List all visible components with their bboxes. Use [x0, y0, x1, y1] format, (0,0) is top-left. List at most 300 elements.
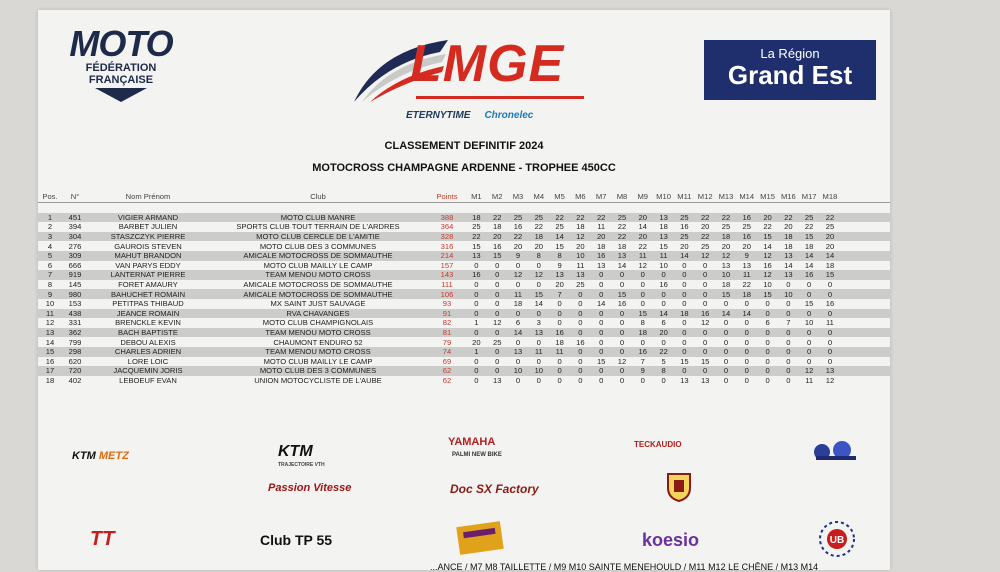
cell-m8: 0 [619, 347, 625, 357]
cell-pos: 5 [47, 251, 53, 261]
cell-m6: 12 [576, 232, 585, 242]
cell-m6: 20 [576, 241, 585, 251]
cell-m12: 0 [703, 366, 708, 376]
cell-number: 438 [68, 308, 82, 318]
cell-m12: 13 [700, 375, 710, 385]
cell-m16: 14 [784, 260, 793, 270]
cell-club: TEAM MENOU MOTO CROSS [265, 347, 371, 357]
region-grand-est-logo [704, 40, 876, 100]
ktm-metz-logo-a: KTM [72, 450, 96, 462]
cell-m4: 0 [536, 308, 541, 318]
cell-m3: 12 [513, 270, 523, 280]
cell-m13: 0 [723, 347, 729, 357]
cell-m17: 18 [804, 241, 814, 251]
cell-m9: 20 [638, 212, 647, 222]
region-logo-line1: La Région [760, 46, 820, 61]
cell-m5: 7 [557, 289, 562, 299]
cell-number: 304 [68, 232, 82, 242]
cell-m17: 0 [807, 328, 812, 338]
cell-m14: 16 [742, 232, 751, 242]
cell-club: MOTO CLUB DES 3 COMMUNES [259, 366, 377, 376]
cell-m12: 0 [703, 289, 708, 299]
cell-m7: 0 [599, 337, 604, 347]
cell-m5: 9 [557, 260, 562, 270]
ktm-subtitle: TRAJECTOIRE VTH [278, 462, 325, 468]
ub-star-logo-icon [818, 520, 856, 558]
cell-m3: 25 [513, 212, 523, 222]
cell-m13: 10 [721, 270, 731, 280]
cell-m18: 0 [827, 356, 833, 366]
cell-m9: 11 [638, 251, 647, 261]
cell-m17: 10 [804, 318, 814, 328]
cell-points: 62 [442, 375, 452, 385]
doc-sx-factory-logo: Doc SX Factory [450, 482, 539, 496]
cell-m1: 15 [472, 241, 481, 251]
cell-m1: 0 [474, 260, 479, 270]
cell-m2: 18 [492, 222, 502, 232]
cell-m1: 0 [474, 375, 479, 385]
cell-m9: 14 [638, 222, 647, 232]
document-subtitle: MOTOCROSS CHAMPAGNE ARDENNE - TROPHEE 450CC [312, 162, 616, 174]
cell-m10: 0 [661, 337, 666, 347]
cell-m9: 22 [638, 241, 647, 251]
cell-m16: 18 [784, 232, 793, 242]
header-name: Nom Prénom [125, 192, 171, 201]
cell-m3: 18 [513, 299, 523, 309]
cell-m6: 0 [578, 289, 583, 299]
cell-m16: 13 [784, 251, 793, 261]
cell-number: 799 [68, 337, 82, 347]
ffm-logo-federation: FÉDÉRATION [85, 62, 157, 74]
header-m17: M17 [801, 192, 817, 201]
cell-number: 331 [68, 318, 82, 328]
cell-m6: 0 [578, 318, 583, 328]
cell-name: VIGIER ARMAND [117, 212, 179, 222]
cell-m7: 0 [599, 289, 604, 299]
cell-m6: 18 [576, 222, 585, 232]
cell-m12: 0 [703, 270, 708, 280]
club-tp-55-logo: Club TP 55 [260, 532, 333, 548]
cell-m2: 15 [492, 251, 502, 261]
cell-m13: 15 [721, 289, 731, 299]
cell-m7: 0 [599, 270, 604, 280]
cell-club: RVA CHAVANGES [286, 308, 350, 318]
cell-m6: 11 [576, 260, 585, 270]
cell-m14: 0 [744, 299, 749, 309]
cell-m1: 0 [474, 299, 479, 309]
yamaha-logo: YAMAHA [448, 436, 496, 448]
cell-pos: 4 [47, 241, 53, 251]
cell-pos: 1 [47, 212, 53, 222]
footer-venues: ...ANCE / M7 M8 TAILLETTE / M9 M10 SAINTE MENEHOULD / M11 M12 LE CHÊNE / M13 M14 [430, 562, 819, 572]
cell-m9: 16 [638, 347, 647, 357]
cell-m9: 0 [640, 299, 645, 309]
cell-m11: 0 [682, 328, 687, 338]
cell-m9: 18 [638, 328, 647, 338]
cell-m13: 0 [723, 375, 729, 385]
cell-m18: 20 [825, 232, 835, 242]
cell-m2: 0 [495, 270, 500, 280]
cell-m8: 16 [617, 299, 627, 309]
cell-m15: 14 [763, 241, 772, 251]
cell-number: 720 [68, 366, 82, 376]
lmge-logo-text: LMGE [410, 35, 565, 93]
cell-m11: 18 [680, 308, 689, 318]
cell-m10: 0 [661, 289, 666, 299]
cell-m13: 0 [723, 337, 729, 347]
motorcycle-logo-icon [810, 438, 860, 462]
cell-m3: 0 [515, 280, 521, 290]
cell-m11: 0 [682, 289, 687, 299]
cell-name: FORET AMAURY [118, 280, 178, 290]
table-row [38, 232, 890, 242]
cell-m2: 0 [495, 308, 500, 318]
cell-m18: 13 [825, 366, 835, 376]
cell-points: 91 [442, 308, 452, 318]
cell-m9: 0 [640, 280, 645, 290]
cell-m15: 0 [765, 328, 770, 338]
cell-m17: 0 [807, 347, 812, 357]
cell-m5: 16 [555, 328, 564, 338]
cell-m6: 0 [578, 375, 583, 385]
cell-m8: 25 [617, 212, 627, 222]
cell-m8: 0 [619, 318, 625, 328]
cell-m6: 0 [578, 347, 583, 357]
cell-m12: 0 [703, 347, 708, 357]
cell-m7: 0 [599, 318, 604, 328]
cell-m10: 6 [661, 318, 666, 328]
cell-m16: 0 [786, 337, 791, 347]
cell-m18: 0 [827, 337, 833, 347]
cell-m15: 6 [765, 318, 770, 328]
cell-m2: 12 [492, 318, 502, 328]
cell-m18: 20 [825, 241, 835, 251]
cell-m11: 0 [682, 270, 687, 280]
cell-m13: 0 [723, 318, 729, 328]
cell-m17: 14 [804, 260, 814, 270]
cell-points: 388 [440, 212, 454, 222]
cell-m8: 0 [619, 308, 625, 318]
cell-m2: 25 [492, 337, 502, 347]
mx-master-kids-logo-icon [454, 518, 506, 558]
cell-m3: 10 [513, 366, 523, 376]
header-pos: Pos. [42, 192, 58, 201]
cell-m10: 20 [659, 328, 668, 338]
cell-m3: 0 [515, 356, 521, 366]
cell-m17: 0 [807, 356, 812, 366]
table-row [38, 347, 890, 357]
cell-m14: 0 [744, 356, 749, 366]
cell-m10: 18 [659, 222, 668, 232]
document-title: CLASSEMENT DEFINITIF 2024 [384, 140, 544, 152]
region-logo-line2: Grand Est [727, 60, 853, 90]
cell-m18: 12 [825, 375, 835, 385]
cell-m7: 16 [596, 251, 606, 261]
cell-m12: 22 [700, 232, 710, 242]
cell-club: MOTO CLUB CHAMPIGNOLAIS [262, 318, 374, 328]
cell-m13: 0 [723, 299, 729, 309]
header-m16: M16 [780, 192, 796, 201]
cell-m8: 0 [619, 270, 625, 280]
cell-m1: 0 [474, 328, 479, 338]
ffm-logo-francaise: FRANÇAISE [88, 74, 154, 86]
cell-name: STASZCZYK PIERRE [110, 232, 186, 242]
club-shield-logo-icon [666, 472, 692, 502]
header-m5: M5 [554, 192, 565, 201]
cell-m7: 0 [599, 328, 604, 338]
cell-m15: 0 [765, 308, 770, 318]
cell-m8: 0 [619, 280, 625, 290]
cell-m16: 0 [786, 375, 791, 385]
cell-m6: 10 [576, 251, 585, 261]
cell-m4: 8 [536, 251, 541, 261]
header-m11: M11 [677, 192, 692, 201]
cell-m18: 18 [825, 260, 835, 270]
cell-m13: 12 [721, 251, 731, 261]
cell-m8: 0 [619, 375, 625, 385]
cell-m6: 0 [578, 299, 583, 309]
cell-m12: 15 [700, 356, 710, 366]
cell-m1: 0 [474, 289, 479, 299]
cell-m13: 18 [721, 232, 731, 242]
cell-m11: 0 [682, 366, 687, 376]
cell-m16: 18 [784, 241, 793, 251]
table-row [38, 376, 890, 386]
cell-number: 362 [68, 328, 82, 338]
cell-m16: 13 [784, 270, 793, 280]
cell-m13: 18 [721, 280, 731, 290]
cell-m5: 8 [557, 251, 562, 261]
cell-m4: 0 [536, 356, 541, 366]
cell-m10: 22 [659, 347, 668, 357]
ktm-logo: KTM [278, 443, 313, 460]
cell-m1: 1 [474, 318, 479, 328]
chronelec-logo: Chronelec [484, 110, 534, 121]
header-m10: M10 [656, 192, 671, 201]
cell-m4: 13 [534, 328, 544, 338]
cell-m18: 11 [826, 318, 834, 328]
lmge-logo [348, 30, 588, 110]
cell-club: TEAM MENOU MOTO CROSS [265, 270, 371, 280]
cell-m15: 12 [763, 251, 772, 261]
cell-m13: 0 [723, 366, 729, 376]
cell-pos: 17 [45, 366, 55, 376]
cell-m5: 0 [557, 318, 562, 328]
cell-pos: 2 [47, 222, 53, 232]
cell-m3: 14 [513, 328, 523, 338]
cell-number: 919 [68, 270, 82, 280]
cell-m8: 14 [617, 260, 627, 270]
cell-m4: 20 [534, 241, 544, 251]
table-row [38, 213, 890, 223]
cell-m5: 0 [557, 308, 562, 318]
header-m14: M14 [739, 192, 755, 201]
cell-m7: 14 [596, 299, 606, 309]
cell-m3: 16 [513, 222, 523, 232]
cell-m12: 0 [703, 337, 708, 347]
cell-club: MX SAINT JUST SAUVAGE [270, 299, 366, 309]
cell-m12: 0 [703, 280, 708, 290]
cell-club: AMICALE MOTOCROSS DE SOMMAUTHE [243, 280, 393, 290]
header-m2: M2 [491, 192, 503, 201]
cell-pos: 14 [45, 337, 55, 347]
cell-m13: 0 [723, 356, 729, 366]
cell-m6: 16 [576, 337, 585, 347]
cell-points: 364 [440, 222, 454, 232]
cell-m13: 0 [723, 328, 729, 338]
cell-points: 214 [440, 251, 454, 261]
cell-m1: 1 [474, 347, 479, 357]
cell-club: CHAUMONT ENDURO 52 [273, 337, 363, 347]
cell-name: BACH BAPTISTE [118, 328, 178, 338]
cell-m8: 0 [619, 328, 625, 338]
cell-number: 402 [68, 375, 82, 385]
cell-m7: 0 [599, 280, 604, 290]
cell-pos: 10 [45, 299, 55, 309]
cell-m1: 0 [474, 366, 479, 376]
cell-m15: 15 [763, 232, 772, 242]
cell-m4: 0 [536, 337, 541, 347]
cell-m11: 25 [680, 232, 689, 242]
cell-m10: 15 [659, 241, 668, 251]
cell-m9: 0 [640, 289, 645, 299]
header-m18: M18 [822, 192, 838, 201]
cell-m5: 0 [557, 375, 562, 385]
cell-m9: 20 [638, 232, 647, 242]
cell-m18: 0 [827, 308, 833, 318]
cell-name: LEBOEUF EVAN [119, 375, 177, 385]
cell-m3: 0 [515, 260, 521, 270]
cell-m2: 0 [495, 299, 500, 309]
cell-m7: 0 [599, 366, 604, 376]
cell-points: 79 [442, 337, 452, 347]
cell-club: TEAM MENOU MOTO CROSS [265, 328, 371, 338]
ub-logo-text: UB [829, 535, 845, 546]
cell-m4: 11 [534, 347, 543, 357]
cell-m17: 16 [804, 270, 814, 280]
cell-m11: 0 [682, 347, 687, 357]
cell-m12: 12 [700, 251, 710, 261]
cell-m2: 0 [495, 289, 500, 299]
cell-m14: 0 [744, 347, 749, 357]
cell-m15: 0 [765, 299, 770, 309]
cell-m2: 20 [492, 232, 502, 242]
cell-club: MOTO CLUB DES 3 COMMUNES [259, 241, 377, 251]
cell-m17: 0 [807, 280, 812, 290]
cell-m15: 16 [763, 260, 772, 270]
cell-m11: 0 [682, 260, 687, 270]
cell-m10: 14 [659, 308, 668, 318]
cell-m9: 0 [640, 375, 645, 385]
cell-m11: 20 [680, 241, 689, 251]
cell-m7: 0 [599, 375, 604, 385]
cell-m2: 0 [495, 366, 500, 376]
cell-m12: 20 [700, 222, 710, 232]
cell-m15: 0 [765, 347, 770, 357]
table-row [38, 299, 890, 309]
cell-m8: 12 [617, 356, 627, 366]
cell-m5: 0 [557, 299, 562, 309]
cell-m14: 20 [742, 241, 751, 251]
ffm-logo [56, 23, 186, 118]
cell-m13: 25 [721, 222, 731, 232]
cell-pos: 12 [45, 318, 55, 328]
cell-m3: 0 [515, 337, 521, 347]
cell-m3: 9 [515, 251, 521, 261]
cell-pos: 11 [46, 308, 54, 318]
cell-name: BAHUCHET ROMAIN [110, 289, 186, 299]
cell-m4: 22 [534, 222, 544, 232]
cell-m11: 15 [680, 356, 689, 366]
cell-club: AMICALE MOTOCROSS DE SOMMAUTHE [243, 251, 393, 261]
cell-m14: 0 [744, 318, 749, 328]
cell-m3: 11 [514, 289, 522, 299]
table-row [38, 261, 890, 271]
cell-m12: 0 [703, 328, 708, 338]
cell-m2: 22 [492, 212, 502, 222]
cell-m4: 14 [534, 299, 544, 309]
cell-pos: 6 [47, 260, 53, 270]
cell-m15: 22 [763, 222, 772, 232]
cell-m16: 0 [786, 347, 791, 357]
cell-m11: 16 [680, 222, 689, 232]
cell-m10: 0 [661, 375, 666, 385]
cell-m4: 18 [534, 232, 544, 242]
cell-m12: 0 [703, 299, 708, 309]
cell-number: 298 [68, 347, 82, 357]
cell-m17: 11 [805, 375, 814, 385]
cell-m1: 20 [472, 337, 481, 347]
cell-m16: 10 [784, 289, 793, 299]
cell-m1: 18 [472, 212, 481, 222]
cell-m1: 22 [472, 232, 481, 242]
cell-m2: 0 [495, 328, 500, 338]
cell-m9: 0 [640, 337, 645, 347]
cell-m2: 0 [495, 347, 500, 357]
cell-m9: 7 [640, 356, 645, 366]
cell-m5: 20 [555, 280, 564, 290]
cell-m4: 3 [536, 318, 541, 328]
cell-club: AMICALE MOTOCROSS DE SOMMAUTHE [243, 289, 393, 299]
table-header-row [38, 191, 890, 203]
header-m4: M4 [533, 192, 545, 201]
cell-m15: 0 [765, 375, 770, 385]
cell-name: GAUROIS STEVEN [114, 241, 182, 251]
cell-points: 81 [442, 328, 452, 338]
cell-pos: 18 [45, 375, 55, 385]
cell-m10: 13 [659, 232, 668, 242]
cell-points: 82 [442, 318, 452, 328]
cell-m16: 22 [784, 212, 793, 222]
cell-m15: 20 [763, 212, 772, 222]
cell-m18: 0 [827, 280, 833, 290]
cell-number: 666 [68, 260, 82, 270]
header-m13: M13 [718, 192, 734, 201]
cell-pos: 3 [47, 232, 53, 242]
cell-m13: 20 [721, 241, 731, 251]
cell-m9: 15 [638, 308, 647, 318]
cell-m9: 0 [640, 270, 645, 280]
cell-m4: 10 [534, 366, 544, 376]
cell-m16: 0 [786, 356, 791, 366]
cell-name: JEANCE ROMAIN [116, 308, 180, 318]
cell-m6: 0 [578, 366, 583, 376]
cell-m6: 0 [578, 308, 583, 318]
cell-m14: 11 [742, 270, 751, 280]
cell-m4: 0 [536, 375, 541, 385]
cell-m5: 15 [555, 241, 564, 251]
cell-m8: 15 [617, 289, 627, 299]
